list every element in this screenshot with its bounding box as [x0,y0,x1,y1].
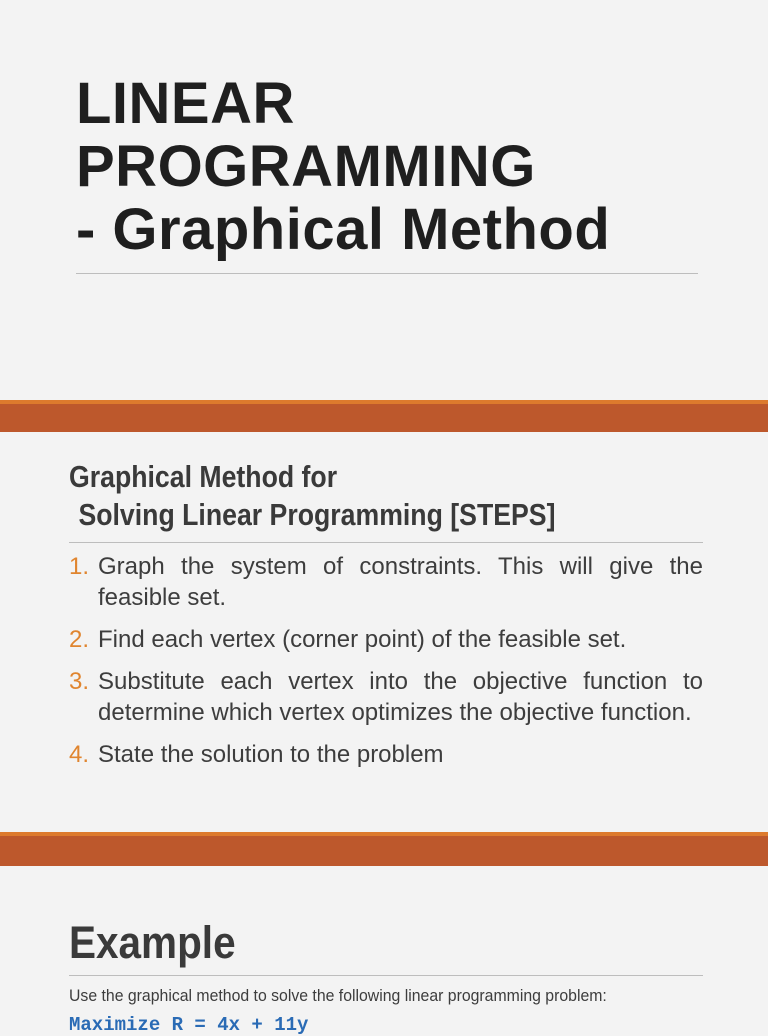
steps-list [69,551,703,781]
title-divider [76,273,698,274]
steps-heading [69,458,614,534]
title-line-2: PROGRAMMING [76,134,536,199]
step-number: 1. [69,553,90,580]
title-line-1: LINEAR [76,71,295,136]
slide-separator-band [0,832,768,866]
step-item [69,551,703,613]
step-number: 3. [69,668,90,695]
step-text: Find each vertex (corner point) of the feasible set. [98,626,627,653]
step-text: Graph the system of constraints. This will give the feasible set. [98,553,703,611]
example-instruction: Use the graphical method to solve the following linear programming problem: [69,986,607,1005]
steps-slide [0,432,768,832]
steps-heading-line-2: Solving Linear Programming [STEPS] [78,497,556,532]
objective-function: Maximize R = 4x + 11y [69,1014,309,1036]
example-divider [69,975,703,976]
step-item [69,624,703,655]
slide-title [76,72,698,261]
step-number: 4. [69,741,90,768]
steps-heading-line-1: Graphical Method for [69,459,338,494]
step-text: Substitute each vertex into the objective function to determine which vertex optimizes the objective function. [98,668,703,726]
title-slide [0,0,768,400]
step-item [69,666,703,728]
step-text: State the solution to the problem [98,741,444,768]
step-number: 2. [69,626,90,653]
example-slide [0,866,768,1036]
step-item [69,739,703,770]
title-line-3: - Graphical Method [76,197,611,262]
steps-divider [69,542,703,543]
example-heading: Example [69,917,236,968]
slide-separator-band [0,400,768,432]
